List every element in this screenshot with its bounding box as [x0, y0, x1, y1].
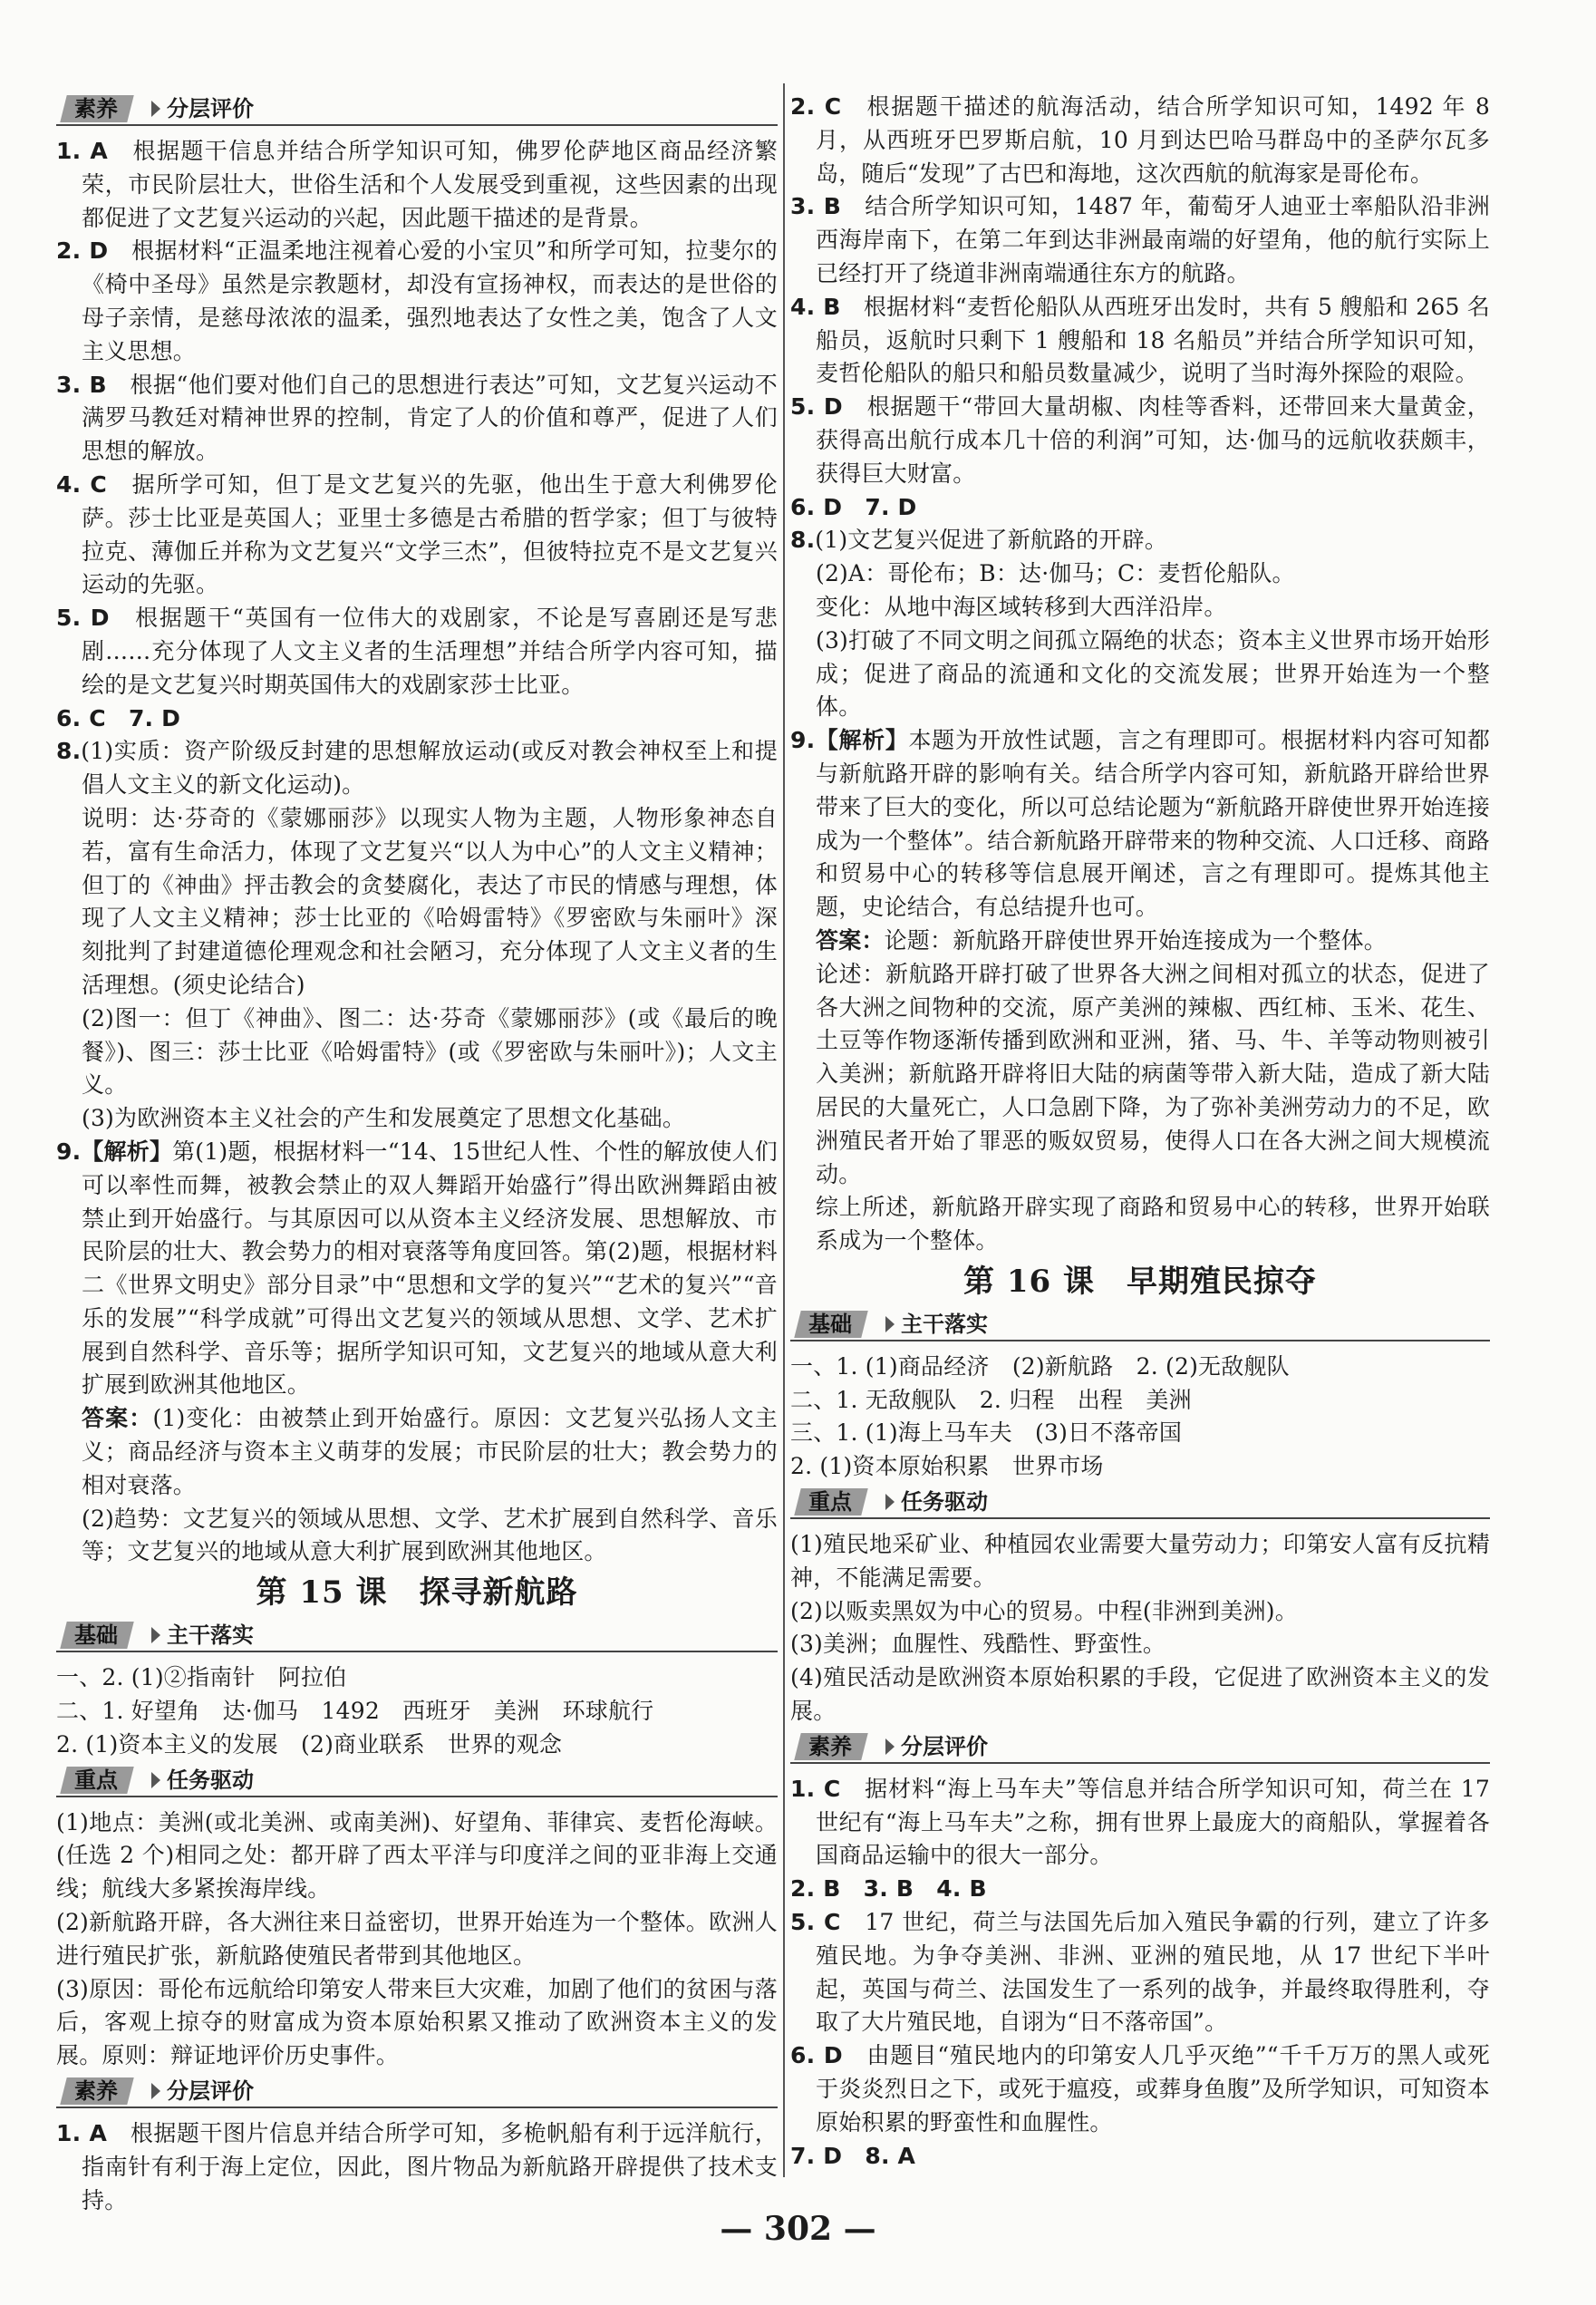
answer-text: 2. (1)资本主义的发展 (2)商业联系 世界的观念	[56, 1730, 563, 1758]
arrow-icon	[885, 1738, 895, 1755]
answer-item: 9.【解析】本题为开放性试题，言之有理即可。根据材料内容可知都与新航路开辟的影响有关。结合所学内容可知，新航路开辟给世界带来了巨大的变化，所以可总结论题为“新航路开辟使世界开始连接成为一个整体”。结合新航路开辟带来的物种交流、人口迁移、商路和贸易中心的转移等信息展开阐述，言之有理即可。提炼其他主题，史论结合，有总结提升也可。	[790, 727, 1490, 921]
answer-text: (3)原因：哥伦布远航给印第安人带来巨大灾难，加剧了他们的贫困与落后，客观上掠夺的财富成为资本原始积累又推动了欧洲资本主义的发展。原则：辩证地评价历史事件。	[56, 1975, 778, 2069]
section-tag: 基础	[794, 1311, 867, 1338]
answer-item: 3. B 结合所学知识可知，1487 年，葡萄牙人迪亚士率船队沿非洲西海岸南下，在第二年到达非洲最南端的好望角，他的航行实际上已经打开了绕道非洲南端通往东方的航路。	[790, 193, 1491, 286]
answer-item: 1. A 根据题干信息并结合所学知识可知，佛罗伦萨地区商品经济繁荣，市民阶层壮大，世俗生活和个人发展受到重视，这些因素的出现都促进了文艺复兴运动的兴起，因此题干描述的是背景。	[56, 138, 779, 231]
answer-item: 2. B 3. B 4. B	[790, 1875, 987, 1903]
section-tag: 素养	[60, 95, 133, 122]
arrow-icon	[151, 101, 160, 117]
answer-text: (1)殖民地采矿业、种植园农业需要大量劳动力；印第安人富有反抗精神，不能满足需要。	[790, 1531, 1490, 1591]
page-number: — 302 —	[720, 2210, 876, 2248]
answer-text: 说明：达·芬奇的《蒙娜丽莎》以现实人物为主题，人物形象神态自若，富有生命活力，体现了文艺复兴“以人为中心”的人文主义精神；但丁的《神曲》抨击教会的贪婪腐化，表达了市民的情感与理想，体现了人文主义精神；莎士比亚的《哈姆雷特》《罗密欧与朱丽叶》深刻批判了封建道德伦理观念和社会陋习，充分体现了人文主义者的生活理想。(须史论结合)	[82, 804, 778, 998]
answer-text: 综上所述，新航路开辟实现了商路和贸易中心的转移，世界开始联系成为一个整体。	[816, 1194, 1490, 1254]
section-header-suyang	[56, 93, 778, 126]
section-tag: 素养	[60, 2077, 133, 2105]
answer-item: 4. B 根据材料“麦哲伦船队从西班牙出发时，共有 5 艘船和 265 名船员，返航时只剩下 1 艘船和 18 名船员”并结合所学知识可知，麦哲伦船队的船只和船员数量减少，说明了当时海外探险的艰险。	[790, 293, 1491, 387]
arrow-icon	[151, 1772, 160, 1788]
section-header-jichu	[790, 1309, 1490, 1341]
section-tag: 素养	[794, 1733, 867, 1760]
answer-item: 5. D 根据题干“英国有一位伟大的戏剧家，不论是写喜剧还是写悲剧……充分体现了人文主义者的生活理想”并结合所学内容可知，描绘的是文艺复兴时期英国伟大的戏剧家莎士比亚。	[56, 605, 778, 698]
answer-text: 变化：从地中海区域转移到大西洋沿岸。	[816, 593, 1227, 620]
answer-text: 三、1. (1)海上马车夫 (3)日不落帝国	[790, 1419, 1183, 1447]
arrow-icon	[151, 1627, 160, 1643]
answer-item: 6. D 7. D	[790, 493, 917, 520]
section-title: 主干落实	[167, 1622, 254, 1649]
answer-text: 一、1. (1)商品经济 (2)新航路 2. (2)无敌舰队	[790, 1352, 1290, 1380]
column-divider	[783, 83, 785, 2177]
section-title: 分层评价	[167, 2078, 254, 2105]
section-header-jichu	[56, 1620, 778, 1652]
answer-text: 二、1. 好望角 达·伽马 1492 西班牙 美洲 环球航行	[56, 1698, 654, 1725]
answer-item: 8.(1)文艺复兴促进了新航路的开辟。	[790, 527, 1168, 554]
arrow-icon	[151, 2083, 160, 2099]
answer-text: 答案：论题：新航路开辟使世界开始连接成为一个整体。	[816, 926, 1388, 954]
answer-text: 一、2. (1)②指南针 阿拉伯	[56, 1664, 347, 1691]
section-tag: 重点	[60, 1767, 133, 1794]
answer-text: (3)打破了不同文明之间孤立隔绝的状态；资本主义世界市场开始形成；促进了商品的流通和文化的交流发展；世界开始连为一个整体。	[816, 626, 1490, 721]
answer-item: 3. B 根据“他们要对他们自己的思想进行表达”可知，文艺复兴运动不满罗马教廷对精神世界的控制，肯定了人的价值和尊严，促进了人们思想的解放。	[56, 371, 778, 465]
answer-text: (3)为欧洲资本主义社会的产生和发展奠定了思想文化基础。	[82, 1105, 686, 1132]
answer-item: 1. A 根据题干图片信息并结合所学可知，多桅帆船有利于远洋航行，指南针有利于海上定位，因此，图片物品为新航路开辟提供了技术支持。	[56, 2120, 779, 2213]
answer-item: 6. C 7. D	[56, 704, 181, 731]
answer-item: 6. D 由题目“殖民地内的印第安人几乎灭绝”“千千万万的黑人或死于炎炎烈日之下，或死于瘟疫，或葬身鱼腹”及所学知识，可知资本原始积累的野蛮性和血腥性。	[790, 2042, 1491, 2136]
section-header-zhongdian	[790, 1487, 1490, 1519]
section-tag: 重点	[794, 1488, 867, 1516]
section-title: 任务驱动	[901, 1489, 988, 1516]
answer-item: 1. C 据材料“海上马车夫”等信息并结合所学知识可知，荷兰在 17 世纪有“海上马车夫”之称，拥有世界上最庞大的商船队，掌握着各国商品运输中的很大一部分。	[790, 1775, 1491, 1869]
answer-text: (3)美洲；血腥性、残酷性、野蛮性。	[790, 1631, 1166, 1658]
lesson-title: 第 16 课 早期殖民掠夺	[963, 1263, 1317, 1300]
arrow-icon	[885, 1494, 895, 1510]
section-title: 分层评价	[167, 96, 254, 121]
right-column	[790, 91, 1490, 2173]
answer-text: 二、1. 无敌舰队 2. 归程 出程 美洲	[790, 1386, 1192, 1413]
left-column	[56, 91, 778, 2217]
answer-item: 9.【解析】第(1)题，根据材料一“14、15世纪人性、个性的解放使人们可以率性而舞，被教会禁止的双人舞蹈开始盛行”得出欧洲舞蹈由被禁止到开始盛行。与其原因可以从资本主义经济发展、思想解放、市民阶层的壮大、教会势力的相对衰落等角度回答。第(2)题，根据材料二《世界文明史》部分目录”中“思想和文学的复兴”“艺术的复兴”“音乐的发展”“科学成就”可得出文艺复兴的领域从思想、文学、艺术扩展到自然科学、音乐等；据所学知识可知，文艺复兴的地域从意大利扩展到欧洲其他地区。	[56, 1138, 778, 1399]
section-title: 主干落实	[901, 1311, 988, 1337]
section-title: 分层评价	[901, 1733, 988, 1759]
arrow-icon	[885, 1316, 895, 1332]
answer-text: (1)地点：美洲(或北美洲、或南美洲)、好望角、菲律宾、麦哲伦海峡。(任选 2 个)相同之处：都开辟了西太平洋与印度洋之间的亚非海上交通线；航线大多紧挨海岸线。	[56, 1808, 778, 1903]
answer-item: 5. D 根据题干“带回大量胡椒、肉桂等香料，还带回来大量黄金，获得高出航行成本几十倍的利润”可知，达·伽马的远航收获颇丰，获得巨大财富。	[790, 393, 1490, 487]
answer-text: (4)殖民活动是欧洲资本原始积累的手段，它促进了欧洲资本主义的发展。	[790, 1664, 1490, 1725]
answer-text: 论述：新航路开辟打破了世界各大洲之间相对孤立的状态，促进了各大洲之间物种的交流，原产美洲的辣椒、西红柿、玉米、花生、土豆等作物逐渐传播到欧洲和亚洲，猪、马、牛、羊等动物则被引入美洲；新航路开辟将旧大陆的病菌等带入新大陆，造成了新大陆居民的大量死亡，人口急剧下降，为了弥补美洲劳动力的不足，欧洲殖民者开始了罪恶的贩奴贸易，使得人口在各大洲之间大规模流动。	[816, 960, 1490, 1187]
section-header-suyang	[790, 1731, 1490, 1764]
answer-item: 2. D 根据材料“正温柔地注视着心爱的小宝贝”和所学可知，拉斐尔的《椅中圣母》虽然是宗教题材，却没有宣扬神权，而表达的是世俗的母子亲情，是慈母浓浓的温柔，强烈地表达了女性之美，饱含了人文主义思想。	[56, 237, 778, 364]
answer-text: (2)以贩卖黑奴为中心的贸易。中程(非洲到美洲)。	[790, 1597, 1298, 1624]
answer-item: 4. C 据所学可知，但丁是文艺复兴的先驱，他出生于意大利佛罗伦萨。莎士比亚是英国人；亚里士多德是古希腊的哲学家；但丁与彼特拉克、薄伽丘并称为文艺复兴“文学三杰”，但彼特拉克不是文艺复兴运动的先驱。	[56, 470, 779, 598]
section-header-zhongdian	[56, 1765, 778, 1797]
answer-text: 答案：(1)变化：由被禁止到开始盛行。原因：文艺复兴弘扬人文主义；商品经济与资本主义萌芽的发展；市民阶层的壮大；教会势力的相对衰落。	[82, 1405, 779, 1498]
section-tag: 基础	[60, 1622, 133, 1649]
answer-text: (2)图一：但丁《神曲》、图二：达·芬奇《蒙娜丽莎》(或《最后的晚餐》)、图三：莎士比亚《哈姆雷特》(或《罗密欧与朱丽叶》)；人文主义。	[82, 1004, 778, 1099]
answer-text: 2. (1)资本原始积累 世界市场	[790, 1453, 1104, 1480]
section-header-suyang-2	[56, 2076, 778, 2108]
answer-text: (2)趋势：文艺复兴的领域从思想、文学、艺术扩展到自然科学、音乐等；文艺复兴的地域从意大利扩展到欧洲其他地区。	[82, 1505, 778, 1565]
answer-text: (2)A：哥伦布；B：达·伽马；C：麦哲伦船队。	[816, 560, 1295, 587]
answer-text: (2)新航路开辟，各大洲往来日益密切，世界开始连为一个整体。欧洲人进行殖民扩张，新航路使殖民者带到其他地区。	[56, 1909, 778, 1969]
section-title: 任务驱动	[167, 1767, 254, 1793]
lesson-title: 第 15 课 探寻新航路	[256, 1574, 578, 1612]
answer-item: 5. C 17 世纪，荷兰与法国先后加入殖民争霸的行列，建立了许多殖民地。为争夺美洲、非洲、亚洲的殖民地，从 17 世纪下半叶起，英国与荷兰、法国发生了一系列的战争，并最终取得胜利，夺取了大片殖民地，自诩为“日不落帝国”。	[790, 1909, 1490, 2036]
answer-item: 2. C 根据题干描述的航海活动，结合所学知识可知，1492 年 8 月，从西班牙巴罗斯启航，10 月到达巴哈马群岛中的圣萨尔瓦多岛，随后“发现”了古巴和海地，这次西航的航海家是哥伦布。	[790, 93, 1491, 187]
answer-item: 7. D 8. A	[790, 2142, 916, 2169]
answer-item: 8.(1)实质：资产阶级反封建的思想解放运动(或反对教会神权至上和提倡人文主义的新文化运动)。	[56, 738, 778, 799]
